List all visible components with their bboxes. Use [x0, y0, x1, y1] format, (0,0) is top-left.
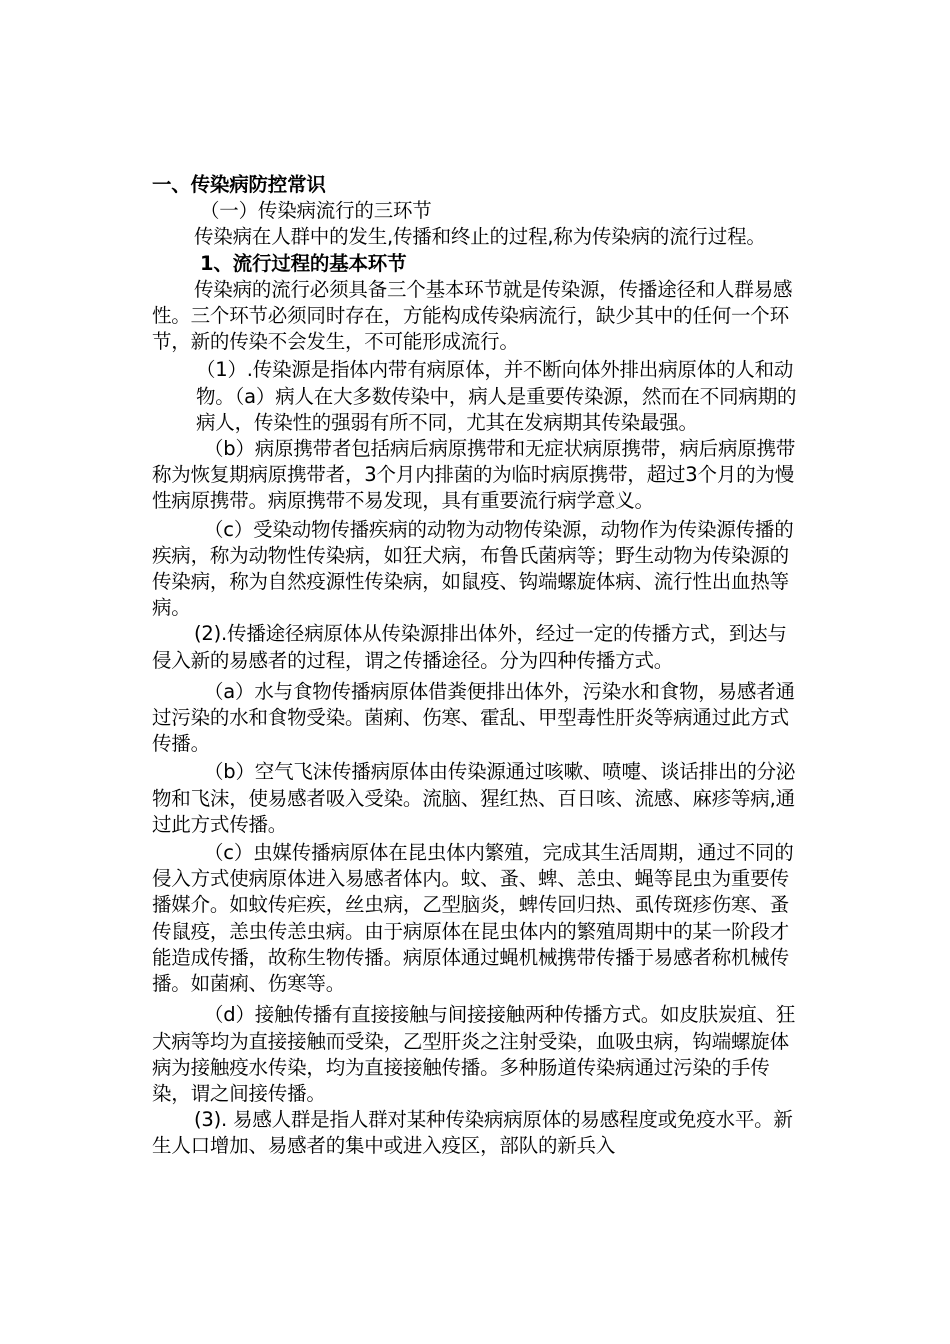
- source-c-paragraph: （c）受染动物传播疾病的动物为动物传染源，动物作为传染源传播的疾病，称为动物性传染病，如狂犬病，布鲁氏菌病等；野生动物为传染源的传染病，称为自然疫源性传染病，如鼠疫、钩端螺旋体病、流行性出血热等病。: [152, 517, 794, 620]
- route-c-paragraph: （c）虫媒传播病原体在昆虫体内繁殖，完成其生活周期，通过不同的侵入方式使病原体进入易感者体内。蚊、蚤、蜱、恙虫、蝇等昆虫为重要传播媒介。如蚊传疟疾，丝虫病，乙型脑炎，蜱传回归热、虱传斑疹伤寒、蚤传鼠疫，恙虫传恙虫病。由于病原体在昆虫体内的繁殖周期中的某一阶段才能造成传播，故称生物传播。病原体通过蝇机械携带传播于易感者称机械传播。如菌痢、伤寒等。: [152, 841, 794, 996]
- document-body: [152, 172, 802, 1160]
- intro-paragraph: 传染病在人群中的发生,传播和终止的过程,称为传染病的流行过程。: [194, 225, 766, 249]
- source-definition-paragraph: （1）.传染源是指体内带有病原体，并不断向体外排出病原体的人和动物。（a）病人在大多数传染中，病人是重要传染源，然而在不同病期的病人，传染性的强弱有所不同，尤其在发病期其传染最强。: [196, 358, 797, 434]
- route-d-paragraph: （d）接触传播有直接接触与间接接触两种传播方式。如皮肤炭疽、狂犬病等均为直接接触而受染，乙型肝炎之注射受染，血吸虫病，钩端螺旋体病为接触疫水传染，均为直接接触传播。多种肠道传染病通过污染的手传染，谓之间接传播。: [152, 1003, 796, 1105]
- route-a-paragraph: （a）水与食物传播病原体借粪便排出体外，污染水和食物，易感者通过污染的水和食物受染。菌痢、伤寒、霍乱、甲型毒性肝炎等病通过此方式传播。: [152, 679, 795, 756]
- source-b-paragraph: （b）病原携带者包括病后病原携带和无症状病原携带，病后病原携带称为恢复期病原携带者，3个月内排菌的为临时病原携带，超过3个月的为慢性病原携带。病原携带不易发现，具有重要流行病学意义。: [152, 437, 796, 513]
- main-heading: 一、传染病防控常识: [152, 173, 326, 196]
- section-intro-paragraph: 传染病的流行必须具备三个基本环节就是传染源，传播途径和人群易感性。三个环节必须同时存在，方能构成传染病流行，缺少其中的任何一个环节，新的传染不会发生，不可能形成流行。: [152, 277, 793, 354]
- section-title: 1、流行过程的基本环节: [200, 251, 407, 275]
- route-definition-paragraph: (2).传播途径病原体从传染源排出体外，经过一定的传播方式，到达与侵入新的易感者的过程，谓之传播途径。分为四种传播方式。: [152, 622, 787, 672]
- sub-heading: （一）传染病流行的三环节: [200, 199, 432, 223]
- route-b-paragraph: （b）空气飞沫传播病原体由传染源通过咳嗽、喷嚏、谈话排出的分泌物和飞沫，使易感者吸入受染。流脑、猩红热、百日咳、流感、麻疹等病,通过此方式传播。: [152, 760, 796, 836]
- susceptible-definition-paragraph: (3). 易感人群是指人群对某种传染病病原体的易感程度或免疫水平。新生人口增加、易感者的集中或进入疫区，部队的新兵入: [152, 1108, 793, 1158]
